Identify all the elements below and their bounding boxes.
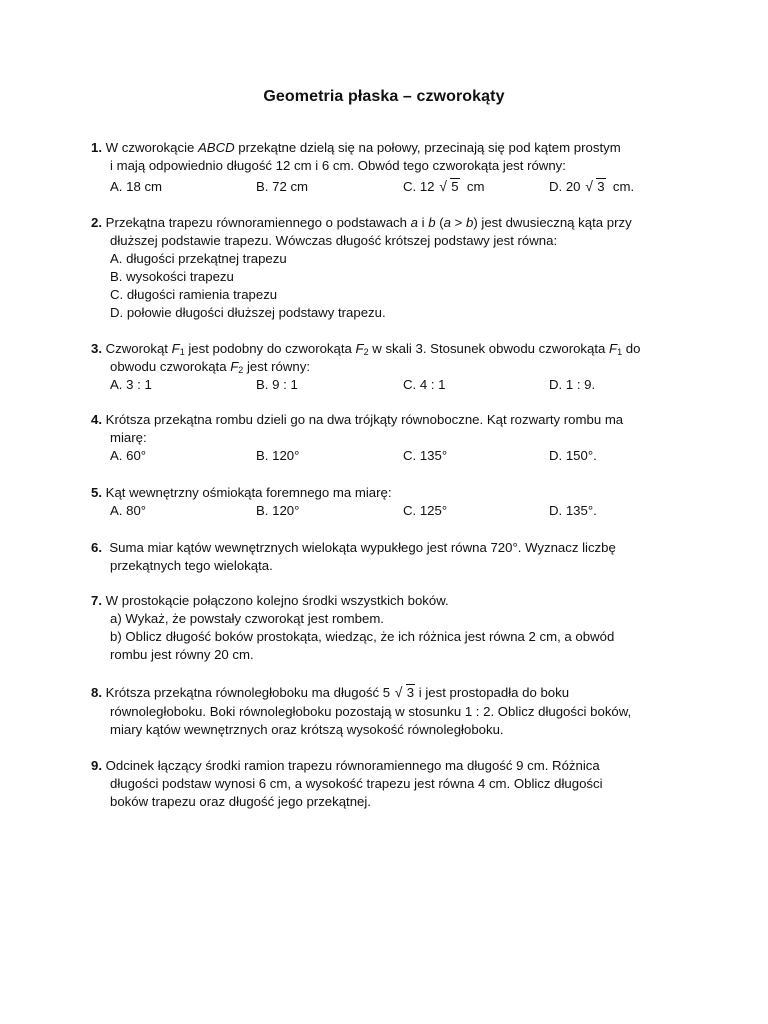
q6-line-2: przekątnych tego wielokąta. — [110, 558, 273, 573]
q4-option-d: D. 150°. — [549, 448, 597, 463]
q6-line-1 — [91, 539, 616, 557]
q2-text: i — [417, 215, 429, 230]
q1-option-d-prefix: D. 20 — [549, 179, 581, 194]
q1-line-2: i mają odpowiednio długość 12 cm i 6 cm. Obwód tego czworokąta jest równy: — [110, 158, 566, 173]
q3-text: w skali 3. Stosunek obwodu czworokąta — [368, 341, 610, 356]
q2-line-2: dłuższej podstawie trapezu. Wówczas długość krótszej podstawy jest równa: — [110, 233, 558, 248]
q5-line-1 — [91, 484, 392, 502]
sqrt-symbol: √ 3 — [394, 684, 415, 700]
q5-option-c: C. 125° — [403, 503, 448, 518]
q9-text: Odcinek łączący środki ramion trapezu równoramiennego ma długość 9 cm. Różnica — [102, 758, 600, 773]
q1-option-c-prefix: C. 12 — [403, 179, 435, 194]
q1-text-abcd: ABCD — [198, 140, 235, 155]
q3-text: Czworokąt — [102, 341, 172, 356]
q2-var-a: a — [443, 215, 451, 230]
q4-line-2: miarę: — [110, 430, 147, 445]
q2-text: > — [450, 215, 467, 230]
q7-line-1 — [91, 592, 449, 610]
q3-var-f: F — [171, 341, 180, 356]
q3-var-f: F — [230, 359, 239, 374]
q1-option-c — [403, 178, 484, 196]
q3-subscript: 2 — [363, 347, 369, 357]
q2-option-b: B. wysokości trapezu — [110, 269, 234, 284]
q8-line-2: równoległoboku. Boki równoległoboku pozostają w stosunku 1 : 2. Oblicz długości boków, — [110, 704, 632, 719]
q3-var-f: F — [609, 341, 618, 356]
q7-number: 7. — [91, 593, 102, 608]
q3-option-d: D. 1 : 9. — [549, 377, 596, 392]
q7-part-b-cont: rombu jest równy 20 cm. — [110, 647, 254, 662]
q1-option-d — [549, 178, 634, 196]
q3-option-a: A. 3 : 1 — [110, 377, 152, 392]
q5-text: Kąt wewnętrzny ośmiokąta foremnego ma miarę: — [102, 485, 392, 500]
q2-text: ( — [435, 215, 444, 230]
q9-line-1 — [91, 757, 600, 775]
q8-radicand: 3 — [406, 685, 415, 700]
q1-option-a: A. 18 cm — [110, 179, 163, 194]
q3-text: obwodu czworokąta — [110, 359, 231, 374]
q3-subscript: 1 — [179, 347, 185, 357]
q1-text: W czworokącie — [102, 140, 198, 155]
q1-option-d-unit: cm. — [612, 179, 635, 194]
q4-option-a: A. 60° — [110, 448, 147, 463]
q3-subscript: 1 — [617, 347, 623, 357]
q8-line-3: miary kątów wewnętrznych oraz krótszą wysokość równoległoboku. — [110, 722, 504, 737]
q7-part-a: a) Wykaż, że powstały czworokąt jest rombem. — [110, 611, 384, 626]
q6-text: Suma miar kątów wewnętrznych wielokąta wypukłego jest równa 720°. Wyznacz liczbę — [102, 540, 616, 555]
q6-number: 6. — [91, 540, 102, 555]
q2-option-a: A. długości przekątnej trapezu — [110, 251, 287, 266]
sqrt-symbol: √ 5 — [439, 178, 459, 194]
q9-number: 9. — [91, 758, 102, 773]
q4-option-b: B. 120° — [256, 448, 300, 463]
q3-option-b: B. 9 : 1 — [256, 377, 298, 392]
q2-var-b: b — [428, 215, 436, 230]
q8-text: Krótsza przekątna równoległoboku ma długość 5 — [102, 685, 391, 700]
q7-text: W prostokącie połączono kolejno środki wszystkich boków. — [102, 593, 449, 608]
q4-option-c: C. 135° — [403, 448, 448, 463]
q5-option-d: D. 135°. — [549, 503, 597, 518]
q3-text: do — [622, 341, 641, 356]
q2-option-c: C. długości ramienia trapezu — [110, 287, 278, 302]
q4-text: Krótsza przekątna rombu dzieli go na dwa trójkąty równoboczne. Kąt rozwarty rombu ma — [102, 412, 624, 427]
q3-number: 3. — [91, 341, 102, 356]
q2-line-1 — [91, 214, 632, 232]
q9-line-3: boków trapezu oraz długość jego przekątnej. — [110, 794, 371, 809]
q2-text: Przekątna trapezu równoramiennego o podstawach — [102, 215, 411, 230]
q4-line-1 — [91, 411, 623, 429]
q1-line-1 — [91, 139, 621, 157]
q8-text: i jest prostopadła do boku — [415, 685, 570, 700]
q2-option-d: D. połowie długości dłuższej podstawy trapezu. — [110, 305, 386, 320]
q3-text: jest podobny do czworokąta — [184, 341, 356, 356]
q3-var-f: F — [355, 341, 364, 356]
sqrt-symbol: √ 3 — [585, 178, 605, 194]
q2-var-b: b — [466, 215, 474, 230]
q2-text: ) jest dwusieczną kąta przy — [473, 215, 632, 230]
q5-option-a: A. 80° — [110, 503, 147, 518]
q7-part-b: b) Oblicz długość boków prostokąta, wiedząc, że ich różnica jest równa 2 cm, a obwód — [110, 629, 615, 644]
q5-option-b: B. 120° — [256, 503, 300, 518]
q5-number: 5. — [91, 485, 102, 500]
q1-text: przekątne dzielą się na połowy, przecinają się pod kątem prostym — [234, 140, 621, 155]
page-title: Geometria płaska – czworokąty — [263, 88, 505, 105]
q2-var-a: a — [410, 215, 418, 230]
q9-line-2: długości podstaw wynosi 6 cm, a wysokość trapezu jest równa 4 cm. Oblicz długości — [110, 776, 603, 791]
q1-option-c-unit: cm — [466, 179, 485, 194]
q2-number: 2. — [91, 215, 102, 230]
q1-option-b: B. 72 cm — [256, 179, 309, 194]
q1-option-d-radicand: 3 — [597, 179, 605, 194]
q1-number: 1. — [91, 140, 102, 155]
q8-line-1 — [91, 684, 569, 702]
q3-option-c: C. 4 : 1 — [403, 377, 446, 392]
q3-subscript: 2 — [238, 365, 244, 375]
q4-number: 4. — [91, 412, 102, 427]
q8-number: 8. — [91, 685, 102, 700]
q1-option-c-radicand: 5 — [451, 179, 459, 194]
q3-text: jest równy: — [243, 359, 311, 374]
